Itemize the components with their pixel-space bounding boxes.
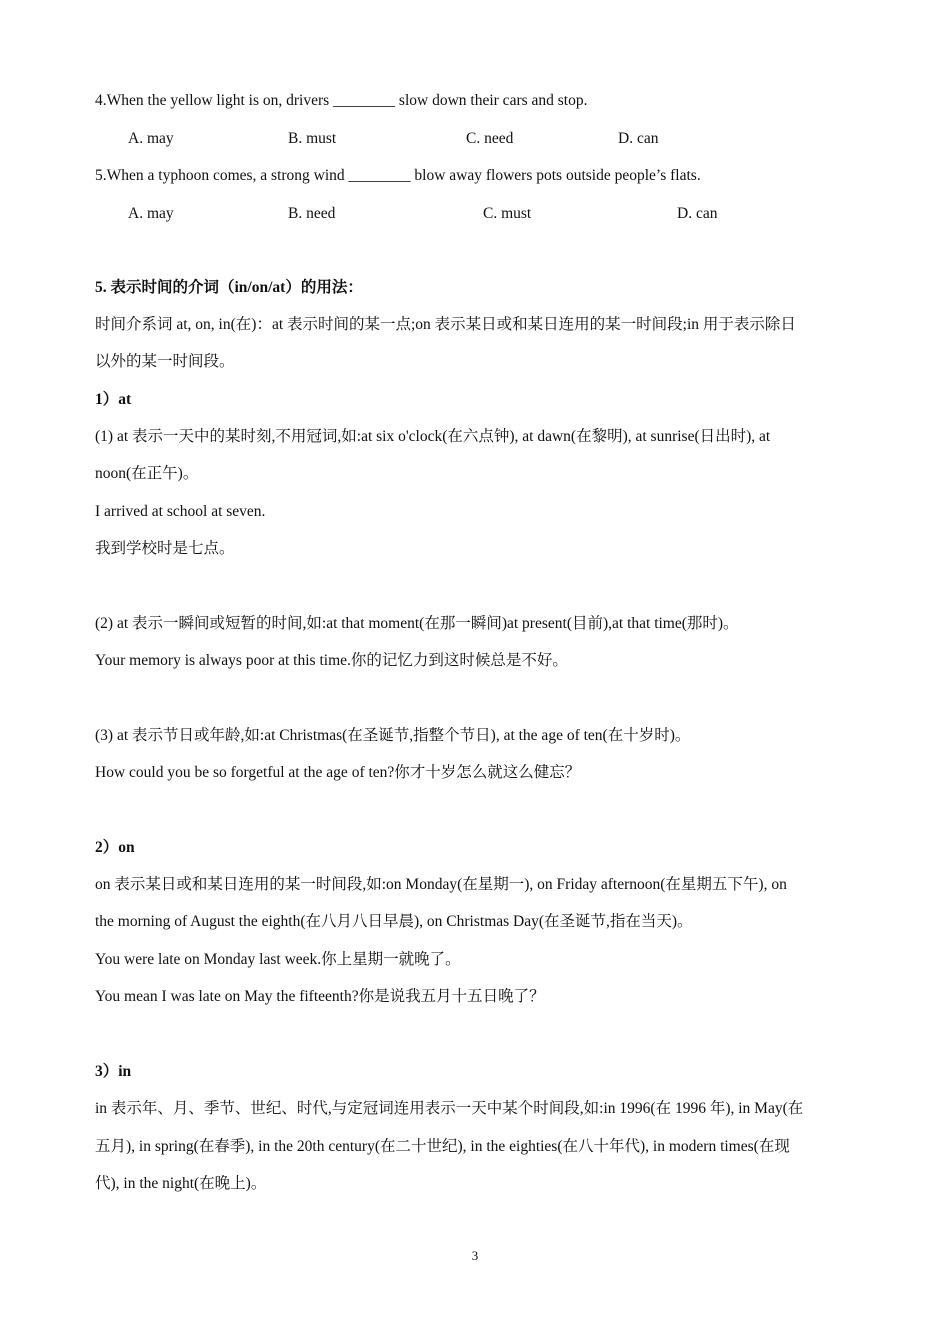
question-4-option-b: B. must: [288, 130, 337, 147]
question-5-option-a: A. may: [128, 205, 174, 222]
on-example-1: You were late on Monday last week.你上星期一就晚了。: [95, 951, 461, 968]
at-p1-example-zh: 我到学校时是七点。: [95, 540, 235, 557]
at-p1-example-en: I arrived at school at seven.: [95, 503, 266, 520]
question-4-option-a: A. may: [128, 130, 174, 147]
on-line-2: the morning of August the eighth(在八月八日早晨), on Christmas Day(在圣诞节,指在当天)。: [95, 913, 693, 930]
section-intro-line-2: 以外的某一时间段。: [95, 353, 235, 370]
question-5-option-b: B. need: [288, 205, 336, 222]
at-p3-example: How could you be so forgetful at the age of ten?你才十岁怎么就这么健忘？: [95, 764, 581, 781]
in-heading: 3）in: [95, 1063, 132, 1080]
question-5-option-c: C. must: [483, 205, 532, 222]
on-example-2: You mean I was late on May the fifteenth?你是说我五月十五日晚了？: [95, 988, 545, 1005]
section-heading: 5. 表示时间的介词（in/on/at）的用法：: [95, 279, 363, 296]
at-p3: (3) at 表示节日或年龄,如:at Christmas(在圣诞节,指整个节日), at the age of ten(在十岁时)。: [95, 727, 691, 744]
question-4-option-c: C. need: [466, 130, 514, 147]
at-p1-line-2: noon(在正午)。: [95, 465, 199, 482]
on-heading: 2）on: [95, 839, 135, 856]
in-line-2: 五月), in spring(在春季), in the 20th century(在二十世纪), in the eighties(在八十年代), in modern times(在现: [95, 1138, 790, 1155]
in-line-3: 代), in the night(在晚上)。: [95, 1175, 267, 1192]
at-p2-example: Your memory is always poor at this time.你的记忆力到这时候总是不好。: [95, 652, 568, 669]
page-number: 3: [471, 1248, 479, 1263]
at-heading: 1）at: [95, 391, 132, 408]
question-4-option-d: D. can: [618, 130, 659, 147]
section-intro-line-1: 时间介系词 at, on, in(在)：at 表示时间的某一点;on 表示某日或和某日连用的某一时间段;in 用于表示除日: [95, 316, 796, 333]
in-line-1: in 表示年、月、季节、世纪、时代,与定冠词连用表示一天中某个时间段,如:in 1996(在 1996 年), in May(在: [95, 1100, 804, 1117]
question-5-stem: 5.When a typhoon comes, a strong wind ________ blow away flowers pots outside people’s flats.: [95, 167, 701, 184]
question-5-option-d: D. can: [677, 205, 718, 222]
on-line-1: on 表示某日或和某日连用的某一时间段,如:on Monday(在星期一), on Friday afternoon(在星期五下午), on: [95, 876, 787, 893]
at-p1-line-1: (1) at 表示一天中的某时刻,不用冠词,如:at six o'clock(在六点钟), at dawn(在黎明), at sunrise(日出时), at: [95, 428, 771, 445]
at-p2: (2) at 表示一瞬间或短暂的时间,如:at that moment(在那一瞬间)at present(目前),at that time(那时)。: [95, 615, 739, 632]
question-4-stem: 4.When the yellow light is on, drivers ________ slow down their cars and stop.: [95, 92, 588, 109]
